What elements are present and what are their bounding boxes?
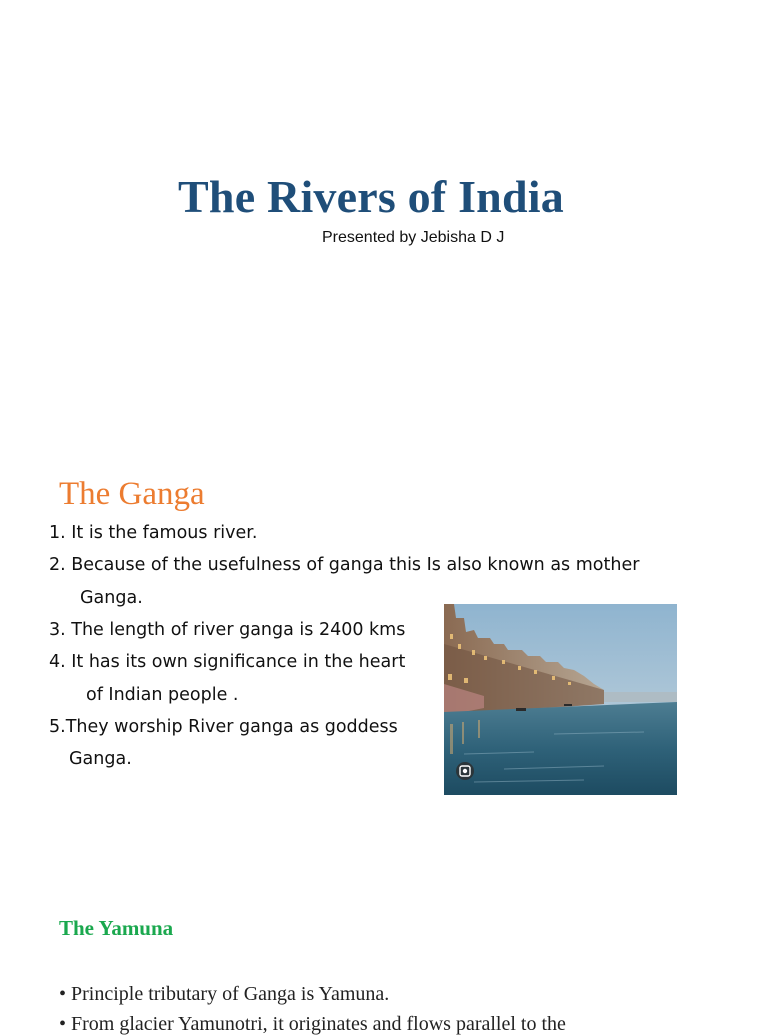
- yamuna-bullet-1: • Principle tributary of Ganga is Yamuna.: [59, 983, 390, 1005]
- page-title: The Rivers of India: [178, 171, 564, 222]
- ganga-point-4-cont: of Indian people .: [86, 685, 239, 705]
- ganga-point-1: 1. It is the famous river.: [49, 523, 258, 543]
- yamuna-heading: The Yamuna: [59, 916, 174, 940]
- yamuna-bullet-2: • From glacier Yamunotri, it originates and flows parallel to the: [59, 1013, 566, 1035]
- page-subtitle: Presented by Jebisha D J: [322, 229, 505, 246]
- ganga-ghats-photo: [444, 604, 677, 795]
- lens-icon: [456, 762, 474, 780]
- ganga-point-5-cont: Ganga.: [69, 749, 132, 769]
- ganga-heading: The Ganga: [59, 476, 205, 512]
- ganga-point-2-cont: Ganga.: [80, 588, 143, 608]
- ganga-point-5: 5.They worship River ganga as goddess: [49, 717, 398, 737]
- ganga-point-3: 3. The length of river ganga is 2400 kms: [49, 620, 406, 640]
- ganga-point-4: 4. It has its own significance in the heart: [49, 652, 406, 672]
- ganga-point-2: 2. Because of the usefulness of ganga this Is also known as mother: [49, 555, 640, 575]
